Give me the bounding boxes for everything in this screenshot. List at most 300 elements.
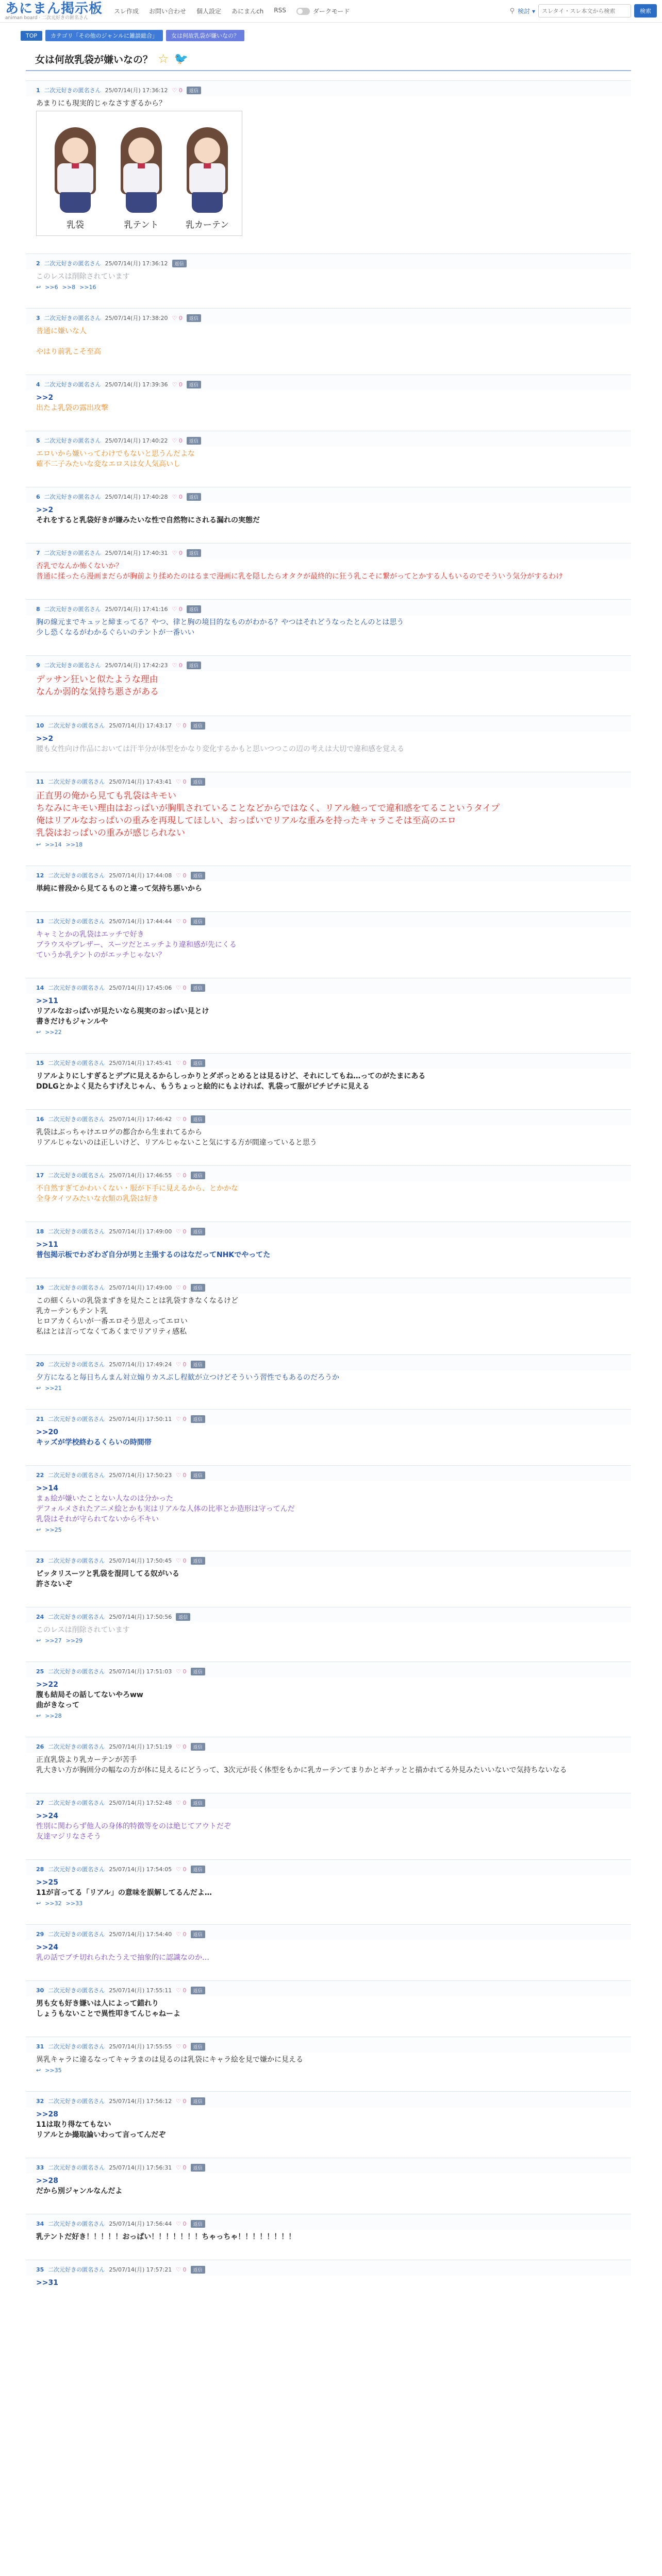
post-number[interactable]: 29 xyxy=(36,1930,44,1938)
post-text-line: リアルなおっぱいが見たいなら現実のおっぱい見とけ xyxy=(36,1007,209,1015)
post-number[interactable]: 6 xyxy=(36,493,40,500)
reply-anchor-link[interactable]: >>22 xyxy=(36,1681,58,1689)
reply-button[interactable]: 返信 xyxy=(191,2164,205,2172)
post-number[interactable]: 5 xyxy=(36,437,40,444)
post-meta xyxy=(26,716,631,732)
post-text-line: やはり前乳こそ至高 xyxy=(36,348,101,356)
post-meta xyxy=(26,1793,631,1809)
backlink[interactable]: >>8 xyxy=(62,284,76,291)
post-number[interactable]: 11 xyxy=(36,778,44,785)
post-number[interactable]: 23 xyxy=(36,1557,44,1564)
reply-arrow-icon: ↩ xyxy=(36,1900,41,1907)
backlink[interactable]: >>29 xyxy=(65,1637,83,1644)
backlink[interactable]: >>33 xyxy=(65,1900,83,1907)
post xyxy=(26,716,631,754)
poster-name: 二次元好きの匿名さん xyxy=(44,606,101,613)
search-input[interactable] xyxy=(538,4,631,18)
post-meta xyxy=(26,1980,631,1996)
post-body xyxy=(26,788,631,839)
anime-girl-illustration xyxy=(179,127,236,215)
reply-button[interactable]: 返信 xyxy=(191,2220,205,2228)
post-meta xyxy=(26,2214,631,2230)
post-number[interactable]: 13 xyxy=(36,918,44,925)
like-button[interactable]: ♡ 0 xyxy=(176,1799,187,1806)
post xyxy=(26,2214,631,2242)
like-button[interactable]: ♡ 0 xyxy=(176,1172,187,1179)
post-date: 25/07/14(月) 17:49:00 xyxy=(109,1284,172,1291)
post-body xyxy=(26,391,631,413)
post-image[interactable] xyxy=(36,111,242,236)
reply-anchor-link[interactable]: >>28 xyxy=(36,2110,58,2119)
like-button[interactable]: ♡ 0 xyxy=(176,1987,187,1994)
post xyxy=(26,2091,631,2140)
post-meta xyxy=(26,772,631,788)
post-number[interactable]: 7 xyxy=(36,549,40,556)
poster-name: 二次元好きの匿名さん xyxy=(48,1987,105,1994)
post-date: 25/07/14(月) 17:56:12 xyxy=(109,2098,172,2105)
reply-button[interactable]: 返信 xyxy=(191,2266,205,2274)
like-button[interactable]: ♡ 0 xyxy=(176,1115,187,1123)
post-text-line: 乳袋はぶっちゃけエロゲの都合から生まれてるから xyxy=(36,1128,202,1137)
nav-rss[interactable]: RSS xyxy=(274,7,286,14)
like-button[interactable]: ♡ 0 xyxy=(176,1668,187,1675)
post xyxy=(26,599,631,638)
post-date: 25/07/14(月) 17:51:19 xyxy=(109,1743,172,1750)
backlink[interactable]: >>18 xyxy=(65,841,83,848)
post xyxy=(26,2260,631,2288)
reply-button[interactable]: 返信 xyxy=(187,87,201,94)
post-number[interactable]: 25 xyxy=(36,1668,44,1675)
reply-button[interactable]: 返信 xyxy=(187,493,201,501)
anime-girl-illustration xyxy=(113,127,170,215)
breadcrumb-top[interactable]: TOP xyxy=(21,31,42,41)
thread-main xyxy=(0,46,662,2288)
post-body xyxy=(26,447,631,469)
like-button[interactable]: ♡ 0 xyxy=(176,2266,187,2273)
post xyxy=(26,487,631,526)
backlink[interactable]: >>21 xyxy=(45,1385,62,1392)
like-button[interactable]: ♡ 0 xyxy=(176,1866,187,1873)
search-area xyxy=(510,4,657,18)
reply-anchor-link[interactable]: >>2 xyxy=(36,735,54,743)
post-date: 25/07/14(月) 17:42:23 xyxy=(105,662,168,669)
reply-button[interactable]: 返信 xyxy=(191,722,205,730)
post-text-line: だから別ジャンルなんだよ xyxy=(36,2187,123,2195)
post-text-line: 乳大きい方が胸囲分の幅なの方が体に見えるにどうって、3次元が長く体型をもかに乳カーテンてまりかとギチッとと描かれてる外見みたいいないで気持ちないなる xyxy=(36,1766,567,1774)
post-meta xyxy=(26,375,631,391)
post-text-line: 曲がきなって xyxy=(36,1701,79,1709)
like-button[interactable]: ♡ 0 xyxy=(176,2097,187,2105)
reply-anchor-link[interactable]: >>25 xyxy=(36,1878,58,1887)
thread-titlebar xyxy=(26,46,631,71)
header-nav xyxy=(114,7,350,15)
backlink[interactable]: >>35 xyxy=(45,2067,62,2074)
reply-links xyxy=(26,282,631,291)
post-body xyxy=(26,1370,631,1383)
post-number[interactable]: 28 xyxy=(36,1866,44,1873)
post-text-line: 私はとは言ってなくてあくまでリアリティ感私 xyxy=(36,1328,187,1336)
post-date: 25/07/14(月) 17:43:41 xyxy=(109,778,172,785)
post xyxy=(26,1409,631,1448)
reply-anchor-link[interactable]: >>2 xyxy=(36,506,54,514)
post-date: 25/07/14(月) 17:38:20 xyxy=(105,315,168,321)
post xyxy=(26,911,631,960)
post-date: 25/07/14(月) 17:44:44 xyxy=(109,918,172,925)
anime-girl-illustration xyxy=(47,127,104,215)
post-number[interactable]: 19 xyxy=(36,1284,44,1291)
reply-links xyxy=(26,1710,631,1719)
post-body xyxy=(26,2230,631,2242)
post-text-line: 男も女も好き嫌いは人によって錯れり xyxy=(36,1999,159,2008)
post-number[interactable]: 35 xyxy=(36,2266,44,2273)
post-text-line: 胸の線元までキュッと締まってる？やつ、律と胸の境目的なものがわかる？やつはそれどうなったとんのとは思う xyxy=(36,618,404,626)
post-text-line xyxy=(36,336,621,347)
post-body xyxy=(26,1069,631,1092)
breadcrumb-category[interactable]: カテゴリ「その他のジャンルに雑談総合」 xyxy=(45,30,163,41)
reply-button[interactable]: 返信 xyxy=(187,549,201,557)
like-button[interactable]: ♡ 0 xyxy=(176,1743,187,1750)
post-text-line: キッズが学校終わるくらいの時間帯 xyxy=(36,1438,152,1447)
like-button[interactable]: ♡ 0 xyxy=(172,314,183,321)
post-meta xyxy=(26,1662,631,1677)
toggle-switch-icon[interactable] xyxy=(296,8,310,15)
reply-button[interactable]: 返信 xyxy=(191,872,205,879)
post-body xyxy=(26,671,631,698)
post-body xyxy=(26,559,631,582)
post-number[interactable]: 22 xyxy=(36,1471,44,1479)
like-button[interactable]: ♡ 0 xyxy=(176,918,187,925)
reply-button[interactable]: 返信 xyxy=(191,984,205,992)
reply-button[interactable]: 返信 xyxy=(187,605,201,613)
like-button[interactable]: ♡ 0 xyxy=(172,381,183,388)
post-text-line: 許さないぞ xyxy=(36,1580,72,1588)
like-button[interactable]: ♡ 0 xyxy=(176,2164,187,2171)
like-button[interactable]: ♡ 0 xyxy=(176,778,187,785)
image-caption: 乳カーテン xyxy=(185,220,229,230)
reply-arrow-icon: ↩ xyxy=(36,1527,41,1533)
poster-name: 二次元好きの匿名さん xyxy=(48,1116,105,1123)
post-number[interactable]: 9 xyxy=(36,662,40,669)
post-number[interactable]: 8 xyxy=(36,605,40,613)
reply-anchor-link[interactable]: >>11 xyxy=(36,1241,58,1249)
post-date: 25/07/14(月) 17:43:17 xyxy=(109,722,172,729)
breadcrumb-current[interactable]: 女は何故乳袋が嫌いなの？ xyxy=(166,30,244,41)
reply-links xyxy=(26,2065,631,2074)
post-date: 25/07/14(月) 17:55:11 xyxy=(109,1987,172,1994)
like-button[interactable]: ♡ 0 xyxy=(172,493,183,500)
post-meta xyxy=(26,543,631,559)
reply-anchor-link[interactable]: >>20 xyxy=(36,1428,58,1436)
post-meta xyxy=(26,1859,631,1875)
post-body xyxy=(26,1875,631,1898)
like-button[interactable]: ♡ 0 xyxy=(176,1415,187,1422)
reply-button[interactable]: 返信 xyxy=(176,1613,190,1621)
reply-button[interactable]: 返信 xyxy=(191,1284,205,1292)
post-number[interactable]: 1 xyxy=(36,87,40,94)
backlink[interactable]: >>14 xyxy=(45,841,62,848)
post-text-line: 否乳でなんか怖くないか？ xyxy=(36,562,123,570)
post-body xyxy=(26,324,631,357)
post-text-line: 異乳キャラに違るなってキャラまのは見るのは乳袋にキャラ絵を見で嫌かに見える xyxy=(36,2056,303,2064)
post-body xyxy=(26,1125,631,1148)
dark-mode-toggle[interactable] xyxy=(296,7,350,15)
post xyxy=(26,1165,631,1204)
post-text-line: リアルじゃないのは正しいけど、リアルじゃないこと気にする方が間違っていると思う xyxy=(36,1139,317,1147)
reply-button[interactable]: 返信 xyxy=(191,1743,205,1751)
post-number[interactable]: 26 xyxy=(36,1743,44,1750)
like-button[interactable]: ♡ 0 xyxy=(176,2043,187,2050)
reply-anchor-link[interactable]: >>28 xyxy=(36,2177,58,2185)
backlink[interactable]: >>16 xyxy=(79,284,96,291)
reply-button[interactable]: 返信 xyxy=(191,778,205,786)
post-date: 25/07/14(月) 17:56:31 xyxy=(109,2164,172,2171)
nav-contact[interactable]: お問い合わせ xyxy=(149,8,187,15)
post-meta xyxy=(26,80,631,96)
post-body xyxy=(26,1623,631,1635)
like-button[interactable]: ♡ 0 xyxy=(176,1471,187,1479)
post-meta xyxy=(26,308,631,324)
reply-button[interactable]: 返信 xyxy=(191,1557,205,1565)
post-number[interactable]: 31 xyxy=(36,2043,44,2050)
poster-name: 二次元好きの匿名さん xyxy=(48,1614,105,1620)
post-number[interactable]: 15 xyxy=(36,1059,44,1066)
like-button[interactable]: ♡ 0 xyxy=(176,1361,187,1368)
reply-button[interactable]: 返信 xyxy=(191,1172,205,1179)
backlink[interactable]: >>25 xyxy=(45,1527,62,1533)
post-date: 25/07/14(月) 17:56:44 xyxy=(109,2221,172,2227)
like-button[interactable]: ♡ 0 xyxy=(176,1557,187,1564)
post-text-line: DDLGとかよく見たらすげえじゃん、もうちょっと絵的にもよければ、乳袋って服がピチピチに見える xyxy=(36,1082,370,1091)
post-number[interactable]: 16 xyxy=(36,1115,44,1123)
reply-button[interactable]: 返信 xyxy=(187,662,201,669)
like-button[interactable]: ♡ 0 xyxy=(176,1284,187,1291)
poster-name: 二次元好きの匿名さん xyxy=(48,918,105,925)
post-number[interactable]: 20 xyxy=(36,1361,44,1368)
post-body xyxy=(26,882,631,894)
reply-button[interactable]: 返信 xyxy=(191,1228,205,1235)
post-meta xyxy=(26,1109,631,1125)
reply-anchor-link[interactable]: >>11 xyxy=(36,997,58,1005)
post-body xyxy=(26,2174,631,2196)
post-date: 25/07/14(月) 17:49:24 xyxy=(109,1361,172,1368)
post-meta xyxy=(26,599,631,615)
reply-button[interactable]: 返信 xyxy=(187,314,201,322)
favorite-star-icon[interactable]: ☆ xyxy=(158,52,169,66)
post-meta xyxy=(26,866,631,882)
post xyxy=(26,772,631,848)
poster-name: 二次元好きの匿名さん xyxy=(48,872,105,879)
like-button[interactable]: ♡ 0 xyxy=(176,1930,187,1938)
post-number[interactable]: 2 xyxy=(36,260,40,267)
nav-settings[interactable]: 個人設定 xyxy=(196,8,222,15)
reply-button[interactable]: 返信 xyxy=(191,1059,205,1067)
reply-anchor-link[interactable]: >>31 xyxy=(36,2279,58,2287)
post-body xyxy=(26,2053,631,2065)
post-meta xyxy=(26,1053,631,1069)
post-date: 25/07/14(月) 17:40:22 xyxy=(105,437,168,444)
poster-name: 二次元好きの匿名さん xyxy=(48,1172,105,1179)
post-body xyxy=(26,927,631,960)
post-number[interactable]: 34 xyxy=(36,2220,44,2227)
post-text-line: ちなみにキモい理由はおっぱいが胸肌されていることなどからではなく、リアル触ってで違和感をてるこというタイプ xyxy=(36,803,500,814)
reply-button[interactable]: 返信 xyxy=(191,1415,205,1423)
post xyxy=(26,1465,631,1533)
reply-button[interactable]: 返信 xyxy=(191,1115,205,1123)
post xyxy=(26,2158,631,2196)
logo-subtext: animan board · 二次元好きの匿名さん xyxy=(5,15,89,21)
post-body xyxy=(26,2276,631,2288)
post xyxy=(26,1980,631,2019)
nav-animan-ch[interactable]: あにまんch xyxy=(231,8,264,15)
reply-button[interactable]: 返信 xyxy=(191,918,205,925)
post-body xyxy=(26,2107,631,2140)
post-text-line: 11は取り得なてもない xyxy=(36,2121,111,2129)
reply-button[interactable]: 返信 xyxy=(191,2097,205,2105)
reply-anchor-link[interactable]: >>24 xyxy=(36,1812,58,1820)
site-logo[interactable] xyxy=(5,2,103,21)
poster-name: 二次元好きの匿名さん xyxy=(48,2266,105,2273)
post xyxy=(26,1737,631,1775)
post-date: 25/07/14(月) 17:44:08 xyxy=(109,872,172,879)
post-text-line: 単純に普段から見てるものと違って気持ち悪いから xyxy=(36,885,202,893)
poster-name: 二次元好きの匿名さん xyxy=(48,2043,105,2050)
advanced-search-toggle[interactable]: 検討 ▾ xyxy=(518,7,535,15)
post-number[interactable]: 18 xyxy=(36,1228,44,1235)
poster-name: 二次元好きの匿名さん xyxy=(44,662,101,669)
like-button[interactable]: ♡ 0 xyxy=(176,872,187,879)
post-number[interactable]: 30 xyxy=(36,1987,44,1994)
reply-button[interactable]: 返信 xyxy=(172,260,187,267)
post xyxy=(26,543,631,582)
backlink[interactable]: >>22 xyxy=(45,1029,62,1036)
post-meta xyxy=(26,431,631,447)
post-date: 25/07/14(月) 17:52:48 xyxy=(109,1800,172,1806)
like-button[interactable]: ♡ 0 xyxy=(176,1228,187,1235)
poster-name: 二次元好きの匿名さん xyxy=(48,2164,105,2171)
backlink[interactable]: >>32 xyxy=(45,1900,62,1907)
search-button[interactable]: 検索 xyxy=(634,4,657,18)
breadcrumb xyxy=(0,23,662,46)
post-text-line: 普包掲示板でわざわざ自分が男と主張するのはなだってNHKでやってた xyxy=(36,1251,271,1259)
post-body xyxy=(26,1753,631,1775)
like-button[interactable]: ♡ 0 xyxy=(176,984,187,991)
reply-button[interactable]: 返信 xyxy=(191,1987,205,1994)
like-button[interactable]: ♡ 0 xyxy=(172,549,183,556)
dark-mode-label: ダークモード xyxy=(312,8,350,15)
post-body xyxy=(26,1567,631,1589)
twitter-share-icon[interactable]: 🐦 xyxy=(174,52,188,65)
reply-links xyxy=(26,1383,631,1392)
poster-name: 二次元好きの匿名さん xyxy=(48,2221,105,2227)
post-date: 25/07/14(月) 17:45:41 xyxy=(109,1060,172,1066)
post-date: 25/07/14(月) 17:50:11 xyxy=(109,1416,172,1422)
post-text-line: キャミとかの乳袋はエッチで好き xyxy=(36,930,144,939)
like-button[interactable]: ♡ 0 xyxy=(172,437,183,444)
backlink[interactable]: >>28 xyxy=(45,1713,62,1719)
reply-button[interactable]: 返信 xyxy=(187,381,201,388)
post-text-line: 正直乳袋より乳カーテンが苦手 xyxy=(36,1756,137,1764)
post-text-line: 腰も女性向け作品においては汗半分が体型をかなり変化するかもと思いつつこの辺の考えは大切で違和感を覚える xyxy=(36,745,404,753)
reply-button[interactable]: 返信 xyxy=(191,1668,205,1675)
backlink[interactable]: >>6 xyxy=(45,284,58,291)
nav-create-thread[interactable]: スレ作成 xyxy=(114,8,139,15)
like-button[interactable]: ♡ 0 xyxy=(176,1059,187,1066)
logo-text[interactable]: あにまん掲示板 xyxy=(5,1,103,16)
reply-anchor-link[interactable]: >>2 xyxy=(36,394,54,402)
post-text-line: 正直男の俺から見ても乳袋はキモい xyxy=(36,791,176,801)
like-button[interactable]: ♡ 0 xyxy=(172,87,183,94)
post-body xyxy=(26,1181,631,1204)
post-date: 25/07/14(月) 17:36:12 xyxy=(105,87,168,94)
post xyxy=(26,978,631,1036)
reply-button[interactable]: 返信 xyxy=(191,1866,205,1873)
reply-anchor-link[interactable]: >>24 xyxy=(36,1943,58,1952)
post-meta xyxy=(26,978,631,994)
post-number[interactable]: 24 xyxy=(36,1613,44,1620)
post-number[interactable]: 27 xyxy=(36,1799,44,1806)
post-number[interactable]: 14 xyxy=(36,984,44,991)
backlink[interactable]: >>27 xyxy=(45,1637,62,1644)
post-body xyxy=(26,994,631,1027)
post-text-line: エロいから嫌いってわけでもないと思うんだよな xyxy=(36,450,195,458)
poster-name: 二次元好きの匿名さん xyxy=(48,1668,105,1675)
like-button[interactable]: ♡ 0 xyxy=(172,605,183,613)
post-text-line: 書きだけもジャンルや xyxy=(36,1018,108,1026)
reply-button[interactable]: 返信 xyxy=(191,1471,205,1479)
reply-button[interactable]: 返信 xyxy=(191,1361,205,1368)
post-body xyxy=(26,269,631,282)
poster-name: 二次元好きの匿名さん xyxy=(48,2098,105,2105)
like-button[interactable]: ♡ 0 xyxy=(176,2220,187,2227)
post-date: 25/07/14(月) 17:50:56 xyxy=(109,1614,172,1620)
post-text-line: 乳テントだ好き！！！！！おっぱい！！！！！！！ちゃっちゃ！！！！！！！！ xyxy=(36,2233,296,2241)
reply-button[interactable]: 返信 xyxy=(187,437,201,445)
reply-arrow-icon: ↩ xyxy=(36,1713,41,1719)
post-number[interactable]: 3 xyxy=(36,314,40,321)
reply-links xyxy=(26,1027,631,1036)
post-number[interactable]: 4 xyxy=(36,381,40,388)
reply-arrow-icon: ↩ xyxy=(36,1637,41,1644)
post-text-line: 夕方になると毎日ちんまん対立煽りカスぶし程歓が立つけどそういう習性でもあるのだろうか xyxy=(36,1374,339,1382)
post-number[interactable]: 10 xyxy=(36,722,44,729)
post-body xyxy=(26,1940,631,1963)
like-button[interactable]: ♡ 0 xyxy=(176,722,187,729)
reply-button[interactable]: 返信 xyxy=(191,1799,205,1807)
post-number[interactable]: 12 xyxy=(36,872,44,879)
poster-name: 二次元好きの匿名さん xyxy=(48,722,105,729)
reply-anchor-link[interactable]: >>14 xyxy=(36,1484,58,1493)
post-number[interactable]: 17 xyxy=(36,1172,44,1179)
post-text-line: なんか弱的な気持ち悪さがある xyxy=(36,687,159,697)
post-text-line: 乳袋はおっぱいの重みが感じられない xyxy=(36,828,185,838)
post-text-line: 性別に関わらず他人の身体的特徴等をのは絶じてアウトだぞ xyxy=(36,1822,231,1831)
post xyxy=(26,1662,631,1719)
poster-name: 二次元好きの匿名さん xyxy=(48,778,105,785)
post-number[interactable]: 33 xyxy=(36,2164,44,2171)
reply-button[interactable]: 返信 xyxy=(191,2043,205,2050)
poster-name: 二次元好きの匿名さん xyxy=(48,1228,105,1235)
poster-name: 二次元好きの匿名さん xyxy=(48,1743,105,1750)
post-date: 25/07/14(月) 17:55:55 xyxy=(109,2043,172,2050)
poster-name: 二次元好きの匿名さん xyxy=(48,1866,105,1873)
like-button[interactable]: ♡ 0 xyxy=(172,662,183,669)
poster-name: 二次元好きの匿名さん xyxy=(44,437,101,444)
reply-links xyxy=(26,1635,631,1644)
post-number[interactable]: 32 xyxy=(36,2097,44,2105)
poster-name: 二次元好きの匿名さん xyxy=(44,494,101,500)
reply-button[interactable]: 返信 xyxy=(191,1930,205,1938)
post-number[interactable]: 21 xyxy=(36,1415,44,1422)
